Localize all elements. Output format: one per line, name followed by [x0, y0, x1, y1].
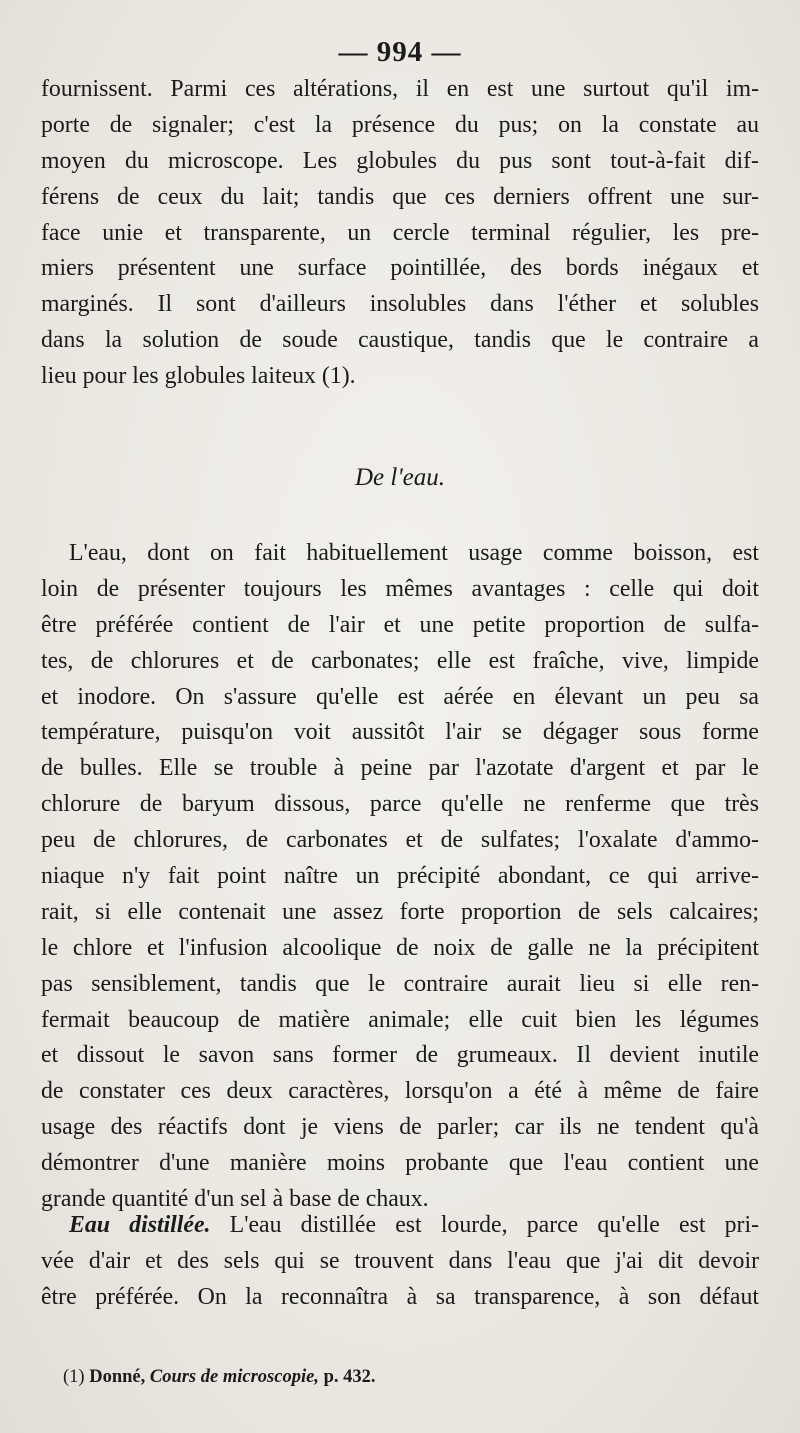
text-line: être préférée. On la reconnaîtra à sa transparence, à son défaut: [41, 1283, 759, 1310]
paragraph-pus-globules: [41, 72, 759, 395]
paragraph-water: [41, 536, 759, 1218]
text-line: de constater ces deux caractères, lorsqu'on a été à même de faire: [41, 1078, 759, 1105]
text-line: marginés. Il sont d'ailleurs insolubles dans l'éther et solubles: [41, 291, 759, 318]
section-heading: De l'eau.: [354, 464, 446, 491]
page-number: — 994 —: [338, 36, 462, 68]
footnote-marker: (1): [63, 1367, 85, 1387]
text-line: miers présentent une surface pointillée, des bords inégaux et: [41, 255, 759, 282]
text-line: et dissout le savon sans former de grumeaux. Il devient inutile: [41, 1042, 759, 1069]
text-line: fournissent. Parmi ces altérations, il en est une surtout qu'il im-: [41, 76, 759, 102]
text-run: L'eau distillée est lourde, parce qu'elle est pri-: [210, 1212, 759, 1238]
text-line: moyen du microscope. Les globules du pus sont tout-à-fait dif-: [41, 147, 759, 174]
text-line: niaque n'y fait point naître un précipité abondant, ce qui arrive-: [41, 863, 759, 890]
text-line: lieu pour les globules laiteux (1).: [41, 363, 356, 390]
text-line: dans la solution de soude caustique, tandis que le contraire a: [41, 327, 759, 354]
text-line: vée d'air et des sels qui se trouvent dans l'eau que j'ai dit devoir: [41, 1247, 759, 1274]
text-line: rait, si elle contenait une assez forte proportion de sels calcaires;: [41, 898, 759, 925]
text-line: tes, de chlorures et de carbonates; elle est fraîche, vive, limpide: [41, 647, 759, 674]
text-line: de bulles. Elle se trouble à peine par l'azotate d'argent et par le: [41, 755, 759, 782]
footnote: [63, 1363, 375, 1391]
text-line: démontrer d'une manière moins probante que l'eau contient une: [41, 1150, 759, 1177]
footnote-author: Donné,: [89, 1367, 146, 1387]
text-line: température, puisqu'on voit aussitôt l'air se dégager sous forme: [41, 719, 759, 746]
footnote-page-ref: p. 432.: [323, 1367, 376, 1387]
text-line: et inodore. On s'assure qu'elle est aérée en élevant un peu sa: [41, 683, 759, 710]
text-line: porte de signaler; c'est la présence du pus; on la constate au: [41, 111, 759, 138]
text-line: chlorure de baryum dissous, parce qu'elle ne renferme que très: [41, 791, 759, 818]
run-in-heading: Eau distillée.: [69, 1212, 211, 1238]
text-line: face unie et transparente, un cercle terminal régulier, les pre-: [41, 219, 759, 246]
text-line: férens de ceux du lait; tandis que ces derniers offrent une sur-: [41, 183, 759, 210]
footnote-work-title: Cours de microscopie,: [149, 1367, 319, 1387]
text-line: peu de chlorures, de carbonates et de sulfates; l'oxalate d'ammo-: [41, 827, 759, 854]
text-line: fermait beaucoup de matière animale; elle cuit bien les légumes: [41, 1006, 759, 1033]
text-line: être préférée contient de l'air et une petite proportion de sulfa-: [41, 611, 759, 638]
text-line: pas sensiblement, tandis que le contraire aurait lieu si elle ren-: [41, 970, 759, 997]
text-line: loin de présenter toujours les mêmes avantages : celle qui doit: [41, 575, 759, 602]
text-line: [41, 1208, 759, 1244]
text-line: L'eau, dont on fait habituellement usage comme boisson, est: [69, 540, 759, 566]
text-line: grande quantité d'un sel à base de chaux.: [41, 1186, 429, 1213]
paragraph-distilled-water: [41, 1208, 759, 1316]
text-line: usage des réactifs dont je viens de parler; car ils ne tendent qu'à: [41, 1114, 759, 1141]
text-line: le chlore et l'infusion alcoolique de noix de galle ne la précipitent: [41, 934, 759, 961]
